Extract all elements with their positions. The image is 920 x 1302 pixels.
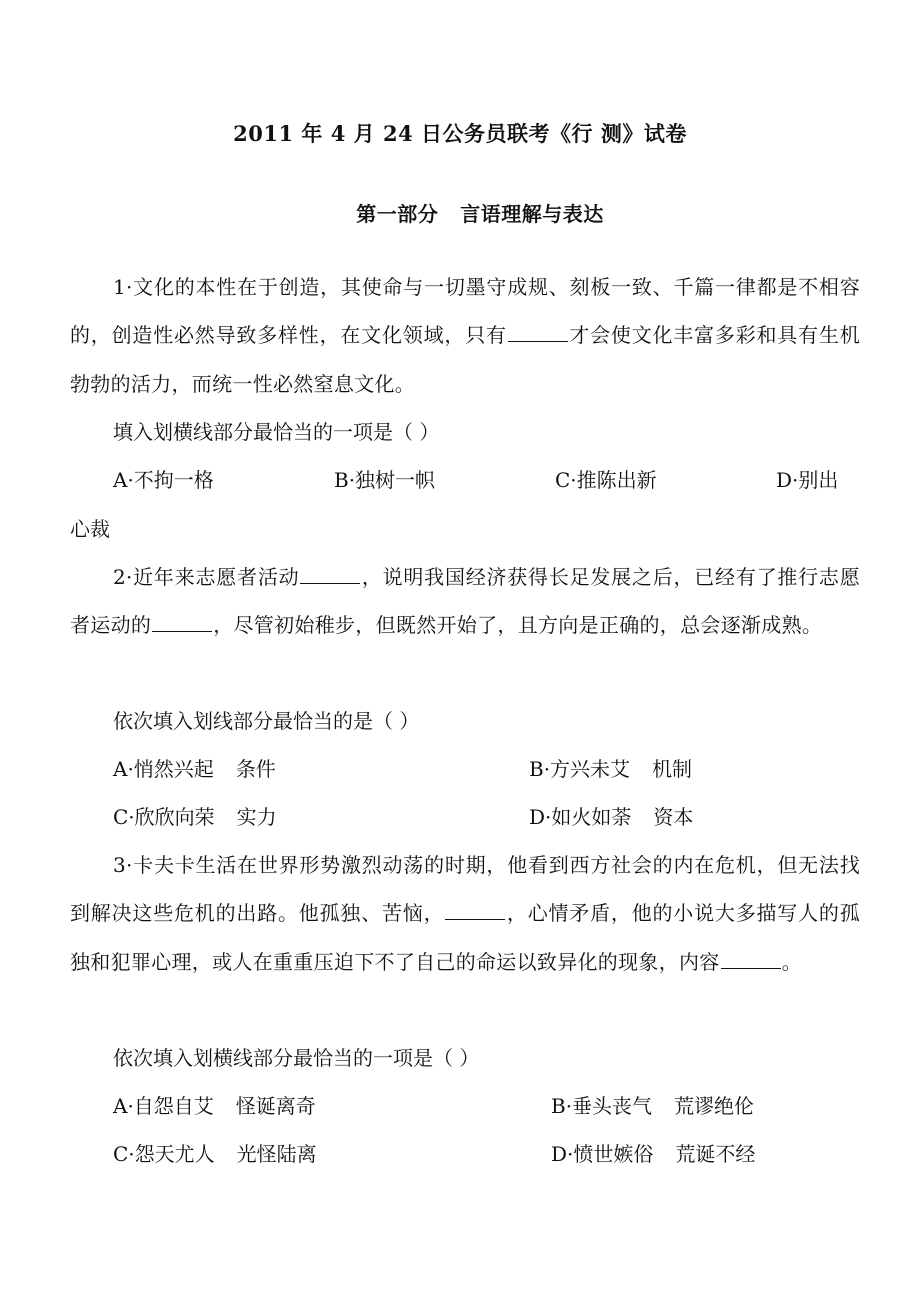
document-title: 2011 年 4 月 24 日公务员联考《行 测》试卷: [233, 121, 687, 146]
option-term: 荒谬绝伦: [674, 1094, 755, 1118]
option-term: B·方兴未艾: [529, 757, 631, 781]
q3-option-a: [113, 1082, 316, 1130]
question-3-prompt: 依次填入划横线部分最恰当的一项是（ ）: [113, 1046, 480, 1070]
fill-blank: [445, 899, 505, 920]
fill-blank: [152, 611, 212, 632]
option-term: C·怨天尤人: [113, 1142, 215, 1166]
option-term: 条件: [235, 757, 276, 781]
q3-option-c: [113, 1130, 317, 1178]
section-heading: [0, 198, 920, 227]
option-term: D·愤世嫉俗: [551, 1142, 654, 1166]
question-1-prompt: 填入划横线部分最恰当的一项是（ ）: [113, 420, 440, 444]
q1-option-b: B·独树一帜: [334, 468, 436, 492]
q1-option-a: A·不拘一格: [113, 468, 214, 492]
option-term: 实力: [236, 805, 277, 829]
option-term: 光怪陆离: [236, 1142, 317, 1166]
q3-text-part3: 。: [781, 949, 802, 974]
option-term: A·悄然兴起: [113, 757, 214, 781]
fill-blank: [300, 563, 360, 584]
fill-blank: [508, 321, 568, 342]
option-term: 机制: [652, 757, 693, 781]
question-3-stem: [70, 841, 860, 986]
question-2-stem: [70, 553, 860, 650]
q3-option-d: [551, 1130, 755, 1178]
section-part: 第一部分: [356, 202, 439, 226]
q2-text-part1: 2·近年来志愿者活动: [113, 565, 300, 589]
question-2-prompt: 依次填入划线部分最恰当的是（ ）: [113, 709, 420, 733]
q1-option-d: D·别出: [776, 468, 839, 492]
q3-text-part2: ，心情矛盾，他的小说大多描写人的孤独和犯罪心理，或人在重重压迫下不了自己的命运以致异化的现象，内容: [70, 901, 860, 974]
option-term: 怪诞离奇: [235, 1094, 316, 1118]
q2-option-d: [529, 793, 693, 841]
q3-text-part1: 3·卡夫卡生活在世界形势激烈动荡的时期，他看到西方社会的内在危机，但无法找到解决这些危机的出路。他孤独、苦恼，: [70, 853, 860, 926]
q2-option-b: [529, 745, 692, 793]
q2-option-c: [113, 793, 277, 841]
q1-option-c: C·推陈出新: [555, 468, 657, 492]
section-name: 言语理解与表达: [460, 202, 604, 226]
q1-option-d-continued: 心裁: [70, 517, 110, 541]
q2-text-part2: ，说明我国经济获得长足发展之后，已经有了推行志愿者运动的: [70, 565, 860, 638]
option-term: 资本: [653, 805, 694, 829]
q1-text-before-blank: 1·文化的本性在于创造，其使命与一切墨守成规、刻板一致、千篇一律都是不相容的，创造性必然导致多样性，在文化领域，只有: [70, 275, 860, 348]
q3-option-b: [551, 1082, 754, 1130]
q2-option-a: [113, 745, 276, 793]
option-term: D·如火如荼: [529, 805, 632, 829]
option-term: A·自怨自艾: [113, 1094, 214, 1118]
option-term: 荒诞不经: [675, 1142, 756, 1166]
q1-text-after-blank: 才会使文化丰富多彩和具有生机勃勃的活力，而统一性必然窒息文化。: [70, 323, 860, 396]
q2-text-part3: ，尽管初始稚步，但既然开始了，且方向是正确的，总会逐渐成熟。: [213, 613, 823, 638]
fill-blank: [721, 948, 781, 969]
option-term: C·欣欣向荣: [113, 805, 215, 829]
question-1-stem: [70, 263, 860, 408]
option-term: B·垂头丧气: [551, 1094, 653, 1118]
